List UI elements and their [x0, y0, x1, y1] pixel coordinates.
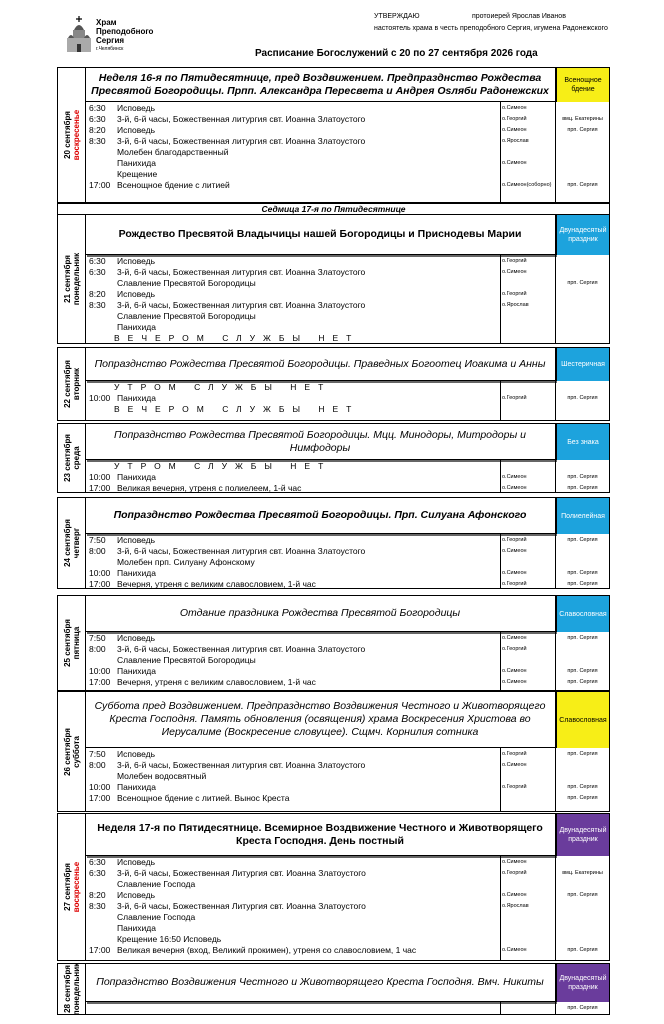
- date-text: 22 сентября: [62, 360, 72, 408]
- service-place: прп. Сергия: [567, 751, 598, 757]
- weekday-text: понедельник: [71, 252, 81, 306]
- priest-name: о.Симеон: [502, 160, 527, 166]
- date-text: 21 сентября: [62, 255, 72, 303]
- priest-name: о.Георгий: [502, 116, 527, 122]
- day-label: [58, 814, 86, 960]
- service-row: [85, 557, 555, 568]
- service-row: [85, 289, 555, 300]
- date-text: 26 сентября: [62, 727, 72, 776]
- service-name: Исповедь: [117, 890, 156, 900]
- priest-name: о.Симеон: [502, 548, 527, 554]
- service-name: 3-й, 6-й часы, Божественная литургия свт. Иоанна Златоустого: [117, 546, 366, 556]
- service-row: [85, 890, 555, 901]
- weekday-text: воскресенье: [71, 861, 81, 913]
- day-block: [57, 813, 610, 961]
- priest-name: о.Симеон: [502, 570, 527, 576]
- service-time: 10:00: [89, 666, 111, 676]
- service-place: вмц. Екатерины: [562, 116, 603, 122]
- service-name: 3-й, 6-й часы, Божественная литургия свт. Иоанна Златоустого: [117, 644, 366, 654]
- service-row: [85, 393, 555, 404]
- church-name: Храм Преподобного Сергия г.Челябинск: [96, 18, 154, 52]
- service-time: 17:00: [89, 945, 111, 955]
- date-vertical: [63, 519, 81, 567]
- service-name: Молебен прп. Силуану Афонскому: [117, 557, 255, 567]
- service-row: [85, 912, 555, 923]
- service-row: [85, 311, 555, 322]
- service-name: 3-й, 6-й часы, Божественная Литургия свт. Иоанна Златоустого: [117, 868, 366, 878]
- service-row: [85, 158, 555, 169]
- priest-name: о.Георгий: [502, 291, 527, 297]
- service-name: 3-й, 6-й часы, Божественная Литургия свт. Иоанна Златоустого: [117, 901, 366, 911]
- day-label: [58, 215, 86, 343]
- service-row: [85, 267, 555, 278]
- no-service-note: ВЕЧЕРОМ СЛУЖБЫ НЕТ: [114, 333, 360, 343]
- date-text: 27 сентября: [62, 863, 72, 911]
- service-time: 6:30: [89, 868, 106, 878]
- service-row: [85, 278, 555, 289]
- no-service-note: УТРОМ СЛУЖБЫ НЕТ: [114, 461, 332, 471]
- service-place: прп. Сергия: [567, 635, 598, 641]
- service-time: 8:30: [89, 901, 106, 911]
- service-row: [85, 169, 555, 180]
- service-name: 3-й, 6-й часы, Божественная литургия свт. Иоанна Златоустого: [117, 114, 366, 124]
- feast-title: Неделя 17-я по Пятидесятнице. Всемирное Воздвижение Честного и Животворящего Креста Господня. День постный: [85, 814, 555, 856]
- service-name: Великая вечерня, утреня с полиелеем, 1-й час: [117, 483, 302, 493]
- service-name: Крещение 16:50 Исповедь: [117, 934, 222, 944]
- date-vertical: [63, 360, 81, 408]
- service-name: Славление Господа: [117, 912, 196, 922]
- service-name: Исповедь: [117, 857, 156, 867]
- day-label: [58, 498, 86, 588]
- service-name: Панихида: [117, 923, 156, 933]
- page-header: [0, 0, 664, 68]
- priest-name: о.Ярослав: [502, 138, 529, 144]
- service-time: 10:00: [89, 782, 111, 792]
- date-vertical: [63, 862, 81, 912]
- service-name: Всенощное бдение с литией: [117, 180, 230, 190]
- priest-name: о.Георгий: [502, 537, 527, 543]
- service-row: [85, 633, 555, 644]
- day-block: [57, 691, 610, 812]
- service-time: 17:00: [89, 180, 111, 190]
- service-row: [85, 472, 555, 483]
- service-time: 7:50: [89, 535, 106, 545]
- service-time: 8:20: [89, 890, 106, 900]
- service-time: 8:00: [89, 546, 106, 556]
- feast-title: Суббота пред Воздвижением. Предпразднство Воздвижения Честного и Животворящего Креста Господня. Память обновления (освящения) храма Воскресения Христова во Иерусалиме (Воскресение словущее). Сщмч. Корнилия сотника: [85, 692, 555, 748]
- service-name: Панихида: [117, 782, 156, 792]
- day-block: [57, 67, 610, 203]
- priest-name: о.Симеон: [502, 127, 527, 133]
- service-time: 8:00: [89, 760, 106, 770]
- service-place: прп. Сергия: [567, 892, 598, 898]
- service-row: [85, 677, 555, 688]
- service-place: прп. Сергия: [567, 784, 598, 790]
- service-row: [85, 666, 555, 677]
- priest-name: о.Симеон: [502, 668, 527, 674]
- weekday-text: среда: [71, 446, 81, 470]
- service-row: [85, 114, 555, 125]
- service-time: 8:20: [89, 125, 106, 135]
- service-name: Панихида: [117, 568, 156, 578]
- service-place: прп. Сергия: [567, 947, 598, 953]
- day-block: [57, 214, 610, 344]
- service-name: Панихида: [117, 666, 156, 676]
- feast-title: Попразднство Воздвижения Честного и Животворящего Креста Господня. Вмч. Никиты: [85, 964, 555, 1002]
- service-name: Молебен водосвятный: [117, 771, 207, 781]
- service-row: [85, 901, 555, 912]
- sedmitsa-bar: Седмица 17-я по Пятидесятнице: [57, 203, 610, 215]
- service-row: [85, 655, 555, 666]
- schedule-table: [57, 67, 610, 1024]
- service-name: Славление Пресвятой Богородицы: [117, 311, 256, 321]
- weekday-text: воскресенье: [71, 109, 81, 161]
- service-time: 10:00: [89, 472, 111, 482]
- date-vertical: [63, 619, 81, 667]
- service-time: 8:00: [89, 644, 106, 654]
- service-row: [85, 793, 555, 804]
- service-time: 17:00: [89, 793, 111, 803]
- priest-name: о.Симеон: [502, 947, 527, 953]
- service-name: 3-й, 6-й часы, Божественная литургия свт. Иоанна Златоустого: [117, 267, 366, 277]
- no-service-note: УТРОМ СЛУЖБЫ НЕТ: [114, 382, 332, 392]
- priest-name: о.Симеон: [502, 762, 527, 768]
- service-row: [85, 934, 555, 945]
- day-block: [57, 595, 610, 691]
- service-rank-badge: Славословная: [556, 692, 609, 748]
- service-place: прп. Сергия: [567, 537, 598, 543]
- service-time: 6:30: [89, 267, 106, 277]
- service-place: прп. Сергия: [567, 280, 598, 286]
- service-row: [85, 782, 555, 793]
- priest-name: о.Георгий: [502, 784, 527, 790]
- service-name: Исповедь: [117, 749, 156, 759]
- service-time: 8:20: [89, 289, 106, 299]
- weekday-text: суббота: [71, 735, 81, 768]
- service-name: 3-й, 6-й часы, Божественная литургия свт. Иоанна Златоустого: [117, 136, 366, 146]
- service-name: Великая вечерня (вход, Великий прокимен), утреня со славословием, 1 час: [117, 945, 417, 955]
- service-rank-badge: Шестеричная: [556, 348, 609, 381]
- service-name: Панихида: [117, 158, 156, 168]
- day-label: [58, 964, 86, 1014]
- service-time: 8:30: [89, 300, 106, 310]
- feast-title: Попразднство Рождества Пресвятой Богородицы. Прп. Силуана Афонского: [85, 498, 555, 534]
- service-row: [85, 483, 555, 494]
- service-time: 6:30: [89, 256, 106, 266]
- service-rank-badge: Двунадесятый праздник: [556, 215, 609, 255]
- rector-line: настоятель храма в честь преподобного Сергия, игумена Радонежского: [374, 25, 608, 32]
- service-row: [85, 644, 555, 655]
- no-service-note: ВЕЧЕРОМ СЛУЖБЫ НЕТ: [114, 404, 360, 414]
- priest-name: о.Ярослав: [502, 302, 529, 308]
- service-row: [85, 771, 555, 782]
- service-place: прп. Сергия: [567, 395, 598, 401]
- service-name: Крещение: [117, 169, 158, 179]
- service-name: Панихида: [117, 472, 156, 482]
- service-row: [85, 256, 555, 267]
- service-row: [85, 579, 555, 590]
- day-block: [57, 963, 610, 1015]
- service-name: Панихида: [117, 393, 156, 403]
- service-time: 8:30: [89, 136, 106, 146]
- service-row: [85, 945, 555, 956]
- priest-name: о.Георгий: [502, 646, 527, 652]
- service-time: 10:00: [89, 568, 111, 578]
- priest-name: о.Симеон: [502, 269, 527, 275]
- service-name: Славление Пресвятой Богородицы: [117, 655, 256, 665]
- service-place: прп. Сергия: [567, 668, 598, 674]
- service-time: 6:30: [89, 114, 106, 124]
- weekday-text: четверг: [71, 527, 81, 559]
- date-text: 25 сентября: [62, 619, 72, 667]
- church-logo-icon: [64, 14, 94, 54]
- feast-title: Попразднство Рождества Пресвятой Богородицы. Мцц. Минодоры, Митродоры и Нимфодоры: [85, 424, 555, 460]
- date-text: 28 сентября: [62, 965, 72, 1013]
- service-name: Исповедь: [117, 633, 156, 643]
- priest-name: о.Георгий: [502, 870, 527, 876]
- service-row: [85, 147, 555, 158]
- service-name: Исповедь: [117, 535, 156, 545]
- service-time: 10:00: [89, 393, 111, 403]
- service-time: 7:50: [89, 749, 106, 759]
- service-name: Вечерня, утреня с великим славословием, 1-й час: [117, 677, 316, 687]
- service-row: [85, 923, 555, 934]
- priest-name: о.Симеон: [502, 679, 527, 685]
- service-name: 3-й, 6-й часы, Божественная литургия свт. Иоанна Златоустого: [117, 300, 366, 310]
- service-place: прп. Сергия: [567, 795, 598, 801]
- service-row: [85, 535, 555, 546]
- feast-title: Отдание праздника Рождества Пресвятой Богородицы: [85, 596, 555, 632]
- service-row: [85, 322, 555, 333]
- place-column-line: [555, 348, 556, 420]
- service-time: 17:00: [89, 579, 111, 589]
- priest-name: о.Симеон: [502, 892, 527, 898]
- date-vertical: [63, 110, 81, 160]
- priest-name: о.Ярослав: [502, 903, 529, 909]
- priest-name: протоиерей Ярослав Иванов: [472, 13, 566, 20]
- service-place: прп. Сергия: [567, 485, 598, 491]
- page-title: Расписание Богослужений с 20 по 27 сентября 2026 года: [255, 48, 538, 59]
- service-name: 3-й, 6-й часы, Божественная литургия свт. Иоанна Златоустого: [117, 760, 366, 770]
- service-name: Исповедь: [117, 103, 156, 113]
- service-name: Исповедь: [117, 256, 156, 266]
- service-name: Вечерня, утреня с великим славословием, 1-й час: [117, 579, 316, 589]
- feast-title: Попразднство Рождества Пресвятой Богородицы. Праведных Богоотец Иоакима и Анны: [85, 348, 555, 381]
- service-place: прп. Сергия: [567, 581, 598, 587]
- service-name: Молебен благодарственный: [117, 147, 229, 157]
- day-label: [58, 68, 86, 202]
- priest-name: о.Георгий: [502, 751, 527, 757]
- date-text: 23 сентября: [62, 434, 72, 482]
- weekday-text: понедельник: [71, 962, 81, 1016]
- service-row: [85, 868, 555, 879]
- service-row: [85, 857, 555, 868]
- priest-name: о.Симеон: [502, 474, 527, 480]
- service-row: [85, 103, 555, 114]
- service-row: [85, 760, 555, 771]
- service-place: прп. Сергия: [567, 182, 598, 188]
- service-time: 6:30: [89, 857, 106, 867]
- service-row: [85, 125, 555, 136]
- priest-name: о.Симеон: [502, 859, 527, 865]
- service-rank-badge: Без знака: [556, 424, 609, 460]
- date-vertical: [63, 253, 81, 305]
- service-name: Всенощное бдение с литией. Вынос Креста: [117, 793, 290, 803]
- service-time: 6:30: [89, 103, 106, 113]
- service-row: [85, 749, 555, 760]
- date-text: 24 сентября: [62, 519, 72, 567]
- service-row: [85, 568, 555, 579]
- service-row: [85, 1003, 555, 1014]
- service-name: Панихида: [117, 322, 156, 332]
- service-time: 7:50: [89, 633, 106, 643]
- feast-title: Рождество Пресвятой Владычицы нашей Богородицы и Приснодевы Марии: [85, 215, 555, 255]
- service-row: [85, 546, 555, 557]
- service-row: [85, 180, 555, 191]
- priest-name: о.Симеон(соборно): [502, 182, 552, 188]
- service-time: 17:00: [89, 483, 111, 493]
- priest-name: о.Георгий: [502, 581, 527, 587]
- date-vertical: [63, 434, 81, 482]
- approval-label: УТВЕРЖДАЮ: [374, 13, 420, 20]
- service-row: [85, 879, 555, 890]
- day-label: [58, 424, 86, 492]
- service-name: Исповедь: [117, 125, 156, 135]
- priest-name: о.Георгий: [502, 395, 527, 401]
- service-name: Славление Пресвятой Богородицы: [117, 278, 256, 288]
- service-place: прп. Сергия: [567, 1005, 598, 1011]
- service-time: 17:00: [89, 677, 111, 687]
- service-rank-badge: Всенощное бдение: [556, 68, 609, 102]
- service-name: Исповедь: [117, 289, 156, 299]
- service-rank-badge: Полиелейная: [556, 498, 609, 534]
- service-place: прп. Сергия: [567, 127, 598, 133]
- service-row: [85, 136, 555, 147]
- service-rank-badge: Двунадесятый праздник: [556, 964, 609, 1002]
- service-place: прп. Сергия: [567, 679, 598, 685]
- service-name: Славление Господа: [117, 879, 196, 889]
- place-column-line: [555, 814, 556, 960]
- date-vertical: [63, 963, 81, 1015]
- priest-name: о.Симеон: [502, 485, 527, 491]
- weekday-text: пятница: [71, 626, 81, 660]
- service-place: прп. Сергия: [567, 570, 598, 576]
- service-place: прп. Сергия: [567, 474, 598, 480]
- day-label: [58, 596, 86, 690]
- weekday-text: вторник: [71, 367, 81, 401]
- day-label: [58, 692, 86, 811]
- priest-name: о.Георгий: [502, 258, 527, 264]
- priest-name: о.Симеон: [502, 105, 527, 111]
- day-block: [57, 497, 610, 589]
- service-rank-badge: Двунадесятый праздник: [556, 814, 609, 856]
- service-row: [85, 300, 555, 311]
- day-block: [57, 423, 610, 493]
- feast-title: Неделя 16-я по Пятидесятнице, пред Воздвижением. Предпразднство Рождества Пресвятой Богородицы. Прпп. Александра Пересвета и Андрея Osляби Радонежских: [85, 68, 555, 102]
- day-block: [57, 347, 610, 421]
- date-vertical: [63, 728, 81, 776]
- date-text: 20 сентября: [62, 111, 72, 159]
- service-rank-badge: Славословная: [556, 596, 609, 632]
- priest-name: о.Симеон: [502, 635, 527, 641]
- service-place: вмц. Екатерины: [562, 870, 603, 876]
- day-label: [58, 348, 86, 420]
